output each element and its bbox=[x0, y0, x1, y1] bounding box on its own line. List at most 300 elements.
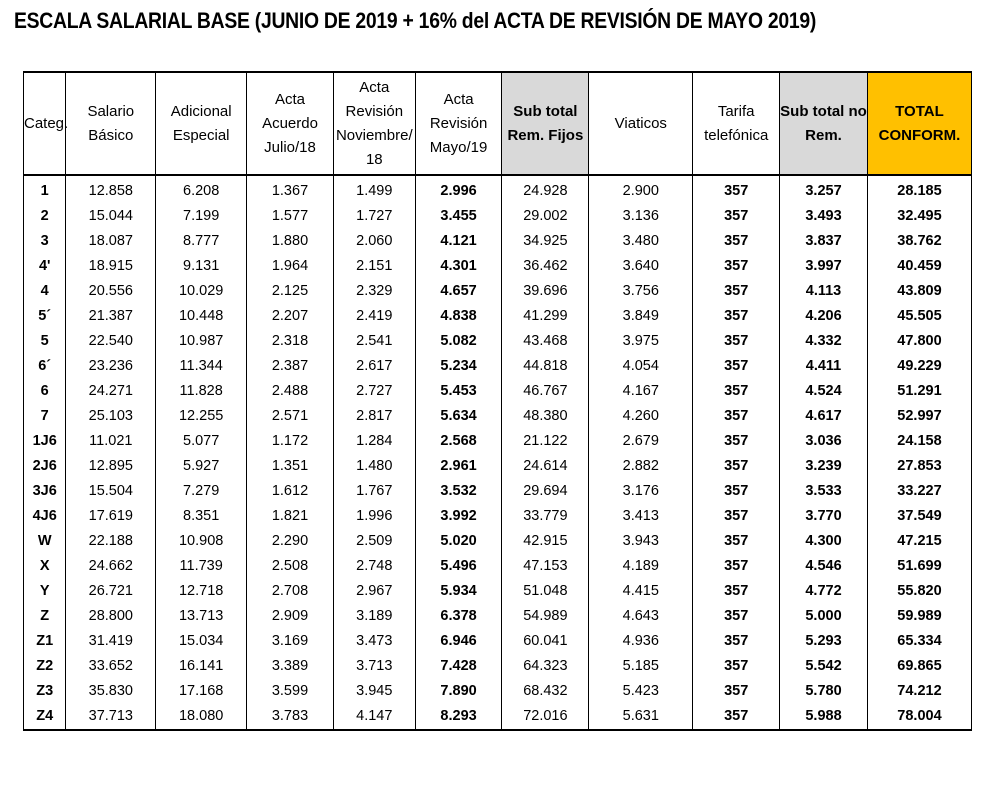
cell-tarifa-telefonica: 357 bbox=[693, 204, 780, 229]
header-adicional-especial bbox=[156, 72, 247, 175]
cell-categ: X bbox=[24, 554, 66, 579]
table-row bbox=[24, 529, 972, 554]
cell-salario-basico: 20.556 bbox=[66, 279, 156, 304]
table-row bbox=[24, 504, 972, 529]
cell-subtotal-no-rem: 5.542 bbox=[780, 654, 868, 679]
cell-adicional-especial: 12.255 bbox=[156, 404, 247, 429]
cell-adicional-especial: 6.208 bbox=[156, 175, 247, 204]
cell-total-conform: 55.820 bbox=[867, 579, 971, 604]
cell-subtotal-no-rem: 3.239 bbox=[780, 454, 868, 479]
header-line: Julio/18 bbox=[264, 138, 316, 156]
header-viaticos bbox=[589, 72, 693, 175]
cell-categ: 4 bbox=[24, 279, 66, 304]
cell-subtotal-no-rem: 3.493 bbox=[780, 204, 868, 229]
cell-tarifa-telefonica: 357 bbox=[693, 175, 780, 204]
cell-acta-revision-mayo-19: 5.934 bbox=[415, 579, 502, 604]
cell-total-conform: 51.291 bbox=[867, 379, 971, 404]
cell-subtotal-rem-fijos: 21.122 bbox=[502, 429, 589, 454]
cell-acta-revision-mayo-19: 3.532 bbox=[415, 479, 502, 504]
cell-subtotal-rem-fijos: 68.432 bbox=[502, 679, 589, 704]
cell-tarifa-telefonica: 357 bbox=[693, 254, 780, 279]
cell-subtotal-rem-fijos: 41.299 bbox=[502, 304, 589, 329]
cell-tarifa-telefonica: 357 bbox=[693, 329, 780, 354]
cell-subtotal-no-rem: 4.300 bbox=[780, 529, 868, 554]
cell-acta-acuerdo-julio-18: 2.207 bbox=[247, 304, 334, 329]
cell-acta-revision-noviembre-18: 2.748 bbox=[333, 554, 415, 579]
cell-salario-basico: 12.895 bbox=[66, 454, 156, 479]
cell-categ: 3J6 bbox=[24, 479, 66, 504]
cell-categ: 4' bbox=[24, 254, 66, 279]
table-row bbox=[24, 554, 972, 579]
cell-acta-revision-mayo-19: 4.301 bbox=[415, 254, 502, 279]
cell-categ: Z4 bbox=[24, 704, 66, 730]
cell-adicional-especial: 13.713 bbox=[156, 604, 247, 629]
cell-viaticos: 4.936 bbox=[589, 629, 693, 654]
cell-viaticos: 3.136 bbox=[589, 204, 693, 229]
cell-acta-revision-mayo-19: 7.890 bbox=[415, 679, 502, 704]
cell-acta-revision-mayo-19: 6.378 bbox=[415, 604, 502, 629]
cell-adicional-especial: 15.034 bbox=[156, 629, 247, 654]
cell-categ: 5´ bbox=[24, 304, 66, 329]
cell-adicional-especial: 11.739 bbox=[156, 554, 247, 579]
cell-total-conform: 33.227 bbox=[867, 479, 971, 504]
cell-salario-basico: 22.540 bbox=[66, 329, 156, 354]
cell-adicional-especial: 17.168 bbox=[156, 679, 247, 704]
header-categ bbox=[24, 72, 69, 175]
cell-acta-acuerdo-julio-18: 1.172 bbox=[247, 429, 334, 454]
cell-acta-revision-noviembre-18: 1.996 bbox=[333, 504, 415, 529]
cell-acta-revision-noviembre-18: 1.480 bbox=[333, 454, 415, 479]
cell-tarifa-telefonica: 357 bbox=[693, 454, 780, 479]
cell-tarifa-telefonica: 357 bbox=[693, 429, 780, 454]
cell-acta-revision-noviembre-18: 2.541 bbox=[333, 329, 415, 354]
cell-subtotal-rem-fijos: 48.380 bbox=[502, 404, 589, 429]
cell-tarifa-telefonica: 357 bbox=[693, 379, 780, 404]
header-line: 18 bbox=[365, 150, 383, 168]
cell-subtotal-no-rem: 4.332 bbox=[780, 329, 868, 354]
cell-acta-revision-mayo-19: 2.568 bbox=[415, 429, 502, 454]
header-line: Acta bbox=[359, 78, 390, 96]
table-row bbox=[24, 629, 972, 654]
table-row bbox=[24, 204, 972, 229]
cell-total-conform: 27.853 bbox=[867, 454, 971, 479]
cell-acta-revision-noviembre-18: 3.473 bbox=[333, 629, 415, 654]
cell-adicional-especial: 8.777 bbox=[156, 229, 247, 254]
cell-categ: Z bbox=[24, 604, 66, 629]
cell-viaticos: 3.943 bbox=[589, 529, 693, 554]
cell-categ: 7 bbox=[24, 404, 66, 429]
header-line: Revisión bbox=[345, 102, 404, 120]
cell-viaticos: 2.900 bbox=[589, 175, 693, 204]
cell-total-conform: 40.459 bbox=[867, 254, 971, 279]
cell-total-conform: 47.215 bbox=[867, 529, 971, 554]
cell-subtotal-no-rem: 4.411 bbox=[780, 354, 868, 379]
cell-acta-revision-noviembre-18: 2.967 bbox=[333, 579, 415, 604]
cell-total-conform: 51.699 bbox=[867, 554, 971, 579]
cell-total-conform: 38.762 bbox=[867, 229, 971, 254]
cell-subtotal-rem-fijos: 43.468 bbox=[502, 329, 589, 354]
cell-salario-basico: 15.044 bbox=[66, 204, 156, 229]
cell-subtotal-rem-fijos: 60.041 bbox=[502, 629, 589, 654]
cell-acta-revision-mayo-19: 3.455 bbox=[415, 204, 502, 229]
cell-tarifa-telefonica: 357 bbox=[693, 604, 780, 629]
cell-categ: W bbox=[24, 529, 66, 554]
cell-categ: Y bbox=[24, 579, 66, 604]
header-line: Salario bbox=[87, 102, 135, 120]
cell-subtotal-rem-fijos: 64.323 bbox=[502, 654, 589, 679]
cell-acta-revision-mayo-19: 5.634 bbox=[415, 404, 502, 429]
cell-total-conform: 74.212 bbox=[867, 679, 971, 704]
cell-acta-acuerdo-julio-18: 1.880 bbox=[247, 229, 334, 254]
table-row bbox=[24, 254, 972, 279]
cell-acta-acuerdo-julio-18: 3.783 bbox=[247, 704, 334, 730]
header-subtotal-rem-fijos bbox=[502, 72, 589, 175]
cell-acta-revision-noviembre-18: 2.727 bbox=[333, 379, 415, 404]
cell-total-conform: 52.997 bbox=[867, 404, 971, 429]
cell-acta-acuerdo-julio-18: 1.351 bbox=[247, 454, 334, 479]
table-row bbox=[24, 279, 972, 304]
cell-viaticos: 5.631 bbox=[589, 704, 693, 730]
cell-tarifa-telefonica: 357 bbox=[693, 629, 780, 654]
header-line: Básico bbox=[88, 126, 134, 144]
cell-adicional-especial: 7.279 bbox=[156, 479, 247, 504]
cell-acta-acuerdo-julio-18: 1.577 bbox=[247, 204, 334, 229]
cell-total-conform: 45.505 bbox=[867, 304, 971, 329]
header-line: Sub total bbox=[513, 102, 578, 120]
cell-acta-revision-noviembre-18: 2.329 bbox=[333, 279, 415, 304]
table-row bbox=[24, 404, 972, 429]
cell-acta-revision-mayo-19: 3.992 bbox=[415, 504, 502, 529]
cell-viaticos: 4.643 bbox=[589, 604, 693, 629]
cell-acta-revision-mayo-19: 8.293 bbox=[415, 704, 502, 730]
cell-acta-revision-noviembre-18: 4.147 bbox=[333, 704, 415, 730]
cell-salario-basico: 24.662 bbox=[66, 554, 156, 579]
cell-salario-basico: 37.713 bbox=[66, 704, 156, 730]
cell-acta-revision-noviembre-18: 2.151 bbox=[333, 254, 415, 279]
cell-viaticos: 4.189 bbox=[589, 554, 693, 579]
cell-adicional-especial: 10.908 bbox=[156, 529, 247, 554]
cell-total-conform: 37.549 bbox=[867, 504, 971, 529]
cell-subtotal-no-rem: 4.772 bbox=[780, 579, 868, 604]
cell-acta-revision-noviembre-18: 1.727 bbox=[333, 204, 415, 229]
table-row bbox=[24, 454, 972, 479]
salary-scale-table bbox=[23, 71, 972, 731]
cell-salario-basico: 17.619 bbox=[66, 504, 156, 529]
cell-acta-revision-noviembre-18: 2.817 bbox=[333, 404, 415, 429]
cell-subtotal-rem-fijos: 47.153 bbox=[502, 554, 589, 579]
table-row bbox=[24, 654, 972, 679]
cell-salario-basico: 31.419 bbox=[66, 629, 156, 654]
cell-acta-acuerdo-julio-18: 1.964 bbox=[247, 254, 334, 279]
table-row bbox=[24, 704, 972, 730]
cell-categ: 5 bbox=[24, 329, 66, 354]
header-acta-acuerdo-julio-18 bbox=[247, 72, 334, 175]
table-row bbox=[24, 229, 972, 254]
table-row bbox=[24, 329, 972, 354]
header-acta-revision-mayo-19 bbox=[415, 72, 502, 175]
cell-acta-revision-noviembre-18: 2.060 bbox=[333, 229, 415, 254]
cell-tarifa-telefonica: 357 bbox=[693, 579, 780, 604]
cell-subtotal-rem-fijos: 72.016 bbox=[502, 704, 589, 730]
cell-subtotal-rem-fijos: 42.915 bbox=[502, 529, 589, 554]
cell-subtotal-no-rem: 3.533 bbox=[780, 479, 868, 504]
cell-acta-revision-mayo-19: 5.020 bbox=[415, 529, 502, 554]
header-line: CONFORM. bbox=[878, 126, 961, 144]
header-line: Acta bbox=[274, 90, 305, 108]
cell-total-conform: 49.229 bbox=[867, 354, 971, 379]
cell-acta-acuerdo-julio-18: 2.318 bbox=[247, 329, 334, 354]
cell-categ: Z2 bbox=[24, 654, 66, 679]
cell-acta-revision-noviembre-18: 3.189 bbox=[333, 604, 415, 629]
cell-acta-revision-noviembre-18: 2.419 bbox=[333, 304, 415, 329]
cell-acta-acuerdo-julio-18: 2.909 bbox=[247, 604, 334, 629]
cell-viaticos: 3.849 bbox=[589, 304, 693, 329]
cell-viaticos: 3.413 bbox=[589, 504, 693, 529]
cell-acta-revision-mayo-19: 4.121 bbox=[415, 229, 502, 254]
cell-adicional-especial: 18.080 bbox=[156, 704, 247, 730]
cell-subtotal-no-rem: 4.617 bbox=[780, 404, 868, 429]
header-acta-revision-noviembre-18 bbox=[333, 72, 415, 175]
cell-tarifa-telefonica: 357 bbox=[693, 679, 780, 704]
cell-acta-revision-mayo-19: 4.657 bbox=[415, 279, 502, 304]
header-subtotal-no-rem bbox=[780, 72, 868, 175]
cell-tarifa-telefonica: 357 bbox=[693, 554, 780, 579]
cell-total-conform: 47.800 bbox=[867, 329, 971, 354]
cell-subtotal-no-rem: 4.546 bbox=[780, 554, 868, 579]
cell-subtotal-rem-fijos: 46.767 bbox=[502, 379, 589, 404]
cell-adicional-especial: 5.927 bbox=[156, 454, 247, 479]
cell-subtotal-rem-fijos: 34.925 bbox=[502, 229, 589, 254]
page-title: ESCALA SALARIAL BASE (JUNIO DE 2019 + 16% del ACTA DE REVISIÓN DE MAYO 2019) bbox=[14, 8, 817, 33]
cell-acta-revision-noviembre-18: 2.509 bbox=[333, 529, 415, 554]
cell-subtotal-no-rem: 5.000 bbox=[780, 604, 868, 629]
cell-adicional-especial: 10.029 bbox=[156, 279, 247, 304]
cell-salario-basico: 23.236 bbox=[66, 354, 156, 379]
cell-tarifa-telefonica: 357 bbox=[693, 504, 780, 529]
cell-adicional-especial: 10.448 bbox=[156, 304, 247, 329]
cell-categ: 6 bbox=[24, 379, 66, 404]
cell-acta-acuerdo-julio-18: 3.389 bbox=[247, 654, 334, 679]
cell-subtotal-no-rem: 3.257 bbox=[780, 175, 868, 204]
cell-categ: Z3 bbox=[24, 679, 66, 704]
cell-categ: 3 bbox=[24, 229, 66, 254]
header-line: TOTAL bbox=[895, 102, 944, 120]
table-body bbox=[24, 175, 972, 730]
cell-acta-revision-mayo-19: 4.838 bbox=[415, 304, 502, 329]
cell-acta-acuerdo-julio-18: 2.125 bbox=[247, 279, 334, 304]
header-salario-basico bbox=[66, 72, 156, 175]
table-row bbox=[24, 429, 972, 454]
header-tarifa-telefonica bbox=[693, 72, 780, 175]
cell-subtotal-no-rem: 5.293 bbox=[780, 629, 868, 654]
header-line: Tarifa bbox=[717, 102, 755, 120]
cell-subtotal-no-rem: 4.206 bbox=[780, 304, 868, 329]
cell-acta-revision-noviembre-18: 1.284 bbox=[333, 429, 415, 454]
header-line: Noviembre/ bbox=[335, 126, 413, 144]
cell-tarifa-telefonica: 357 bbox=[693, 529, 780, 554]
table-row bbox=[24, 479, 972, 504]
header-line: Categ. bbox=[24, 114, 69, 132]
table-row bbox=[24, 679, 972, 704]
table-row bbox=[24, 354, 972, 379]
cell-acta-revision-mayo-19: 7.428 bbox=[415, 654, 502, 679]
cell-salario-basico: 25.103 bbox=[66, 404, 156, 429]
cell-total-conform: 28.185 bbox=[867, 175, 971, 204]
header-line: Rem. bbox=[805, 126, 842, 144]
cell-salario-basico: 35.830 bbox=[66, 679, 156, 704]
cell-total-conform: 24.158 bbox=[867, 429, 971, 454]
cell-acta-acuerdo-julio-18: 1.821 bbox=[247, 504, 334, 529]
cell-subtotal-rem-fijos: 24.928 bbox=[502, 175, 589, 204]
cell-subtotal-rem-fijos: 29.694 bbox=[502, 479, 589, 504]
table-row bbox=[24, 379, 972, 404]
cell-acta-revision-noviembre-18: 1.767 bbox=[333, 479, 415, 504]
table-row bbox=[24, 175, 972, 204]
cell-subtotal-rem-fijos: 39.696 bbox=[502, 279, 589, 304]
cell-adicional-especial: 5.077 bbox=[156, 429, 247, 454]
cell-acta-revision-mayo-19: 5.496 bbox=[415, 554, 502, 579]
cell-total-conform: 32.495 bbox=[867, 204, 971, 229]
cell-acta-revision-mayo-19: 2.996 bbox=[415, 175, 502, 204]
cell-adicional-especial: 16.141 bbox=[156, 654, 247, 679]
cell-acta-acuerdo-julio-18: 2.508 bbox=[247, 554, 334, 579]
cell-adicional-especial: 11.828 bbox=[156, 379, 247, 404]
cell-subtotal-no-rem: 4.524 bbox=[780, 379, 868, 404]
cell-salario-basico: 21.387 bbox=[66, 304, 156, 329]
cell-viaticos: 3.480 bbox=[589, 229, 693, 254]
cell-total-conform: 69.865 bbox=[867, 654, 971, 679]
cell-total-conform: 59.989 bbox=[867, 604, 971, 629]
cell-acta-revision-noviembre-18: 3.713 bbox=[333, 654, 415, 679]
cell-tarifa-telefonica: 357 bbox=[693, 654, 780, 679]
table-row bbox=[24, 604, 972, 629]
cell-acta-revision-mayo-19: 6.946 bbox=[415, 629, 502, 654]
cell-total-conform: 43.809 bbox=[867, 279, 971, 304]
cell-salario-basico: 11.021 bbox=[66, 429, 156, 454]
header-line: Adicional bbox=[170, 102, 232, 120]
table-header-row bbox=[24, 72, 972, 175]
cell-categ: 1J6 bbox=[24, 429, 66, 454]
header-line: Rem. Fijos bbox=[507, 126, 584, 144]
cell-adicional-especial: 7.199 bbox=[156, 204, 247, 229]
cell-acta-acuerdo-julio-18: 3.169 bbox=[247, 629, 334, 654]
cell-categ: 1 bbox=[24, 175, 66, 204]
cell-salario-basico: 24.271 bbox=[66, 379, 156, 404]
cell-subtotal-rem-fijos: 29.002 bbox=[502, 204, 589, 229]
cell-salario-basico: 28.800 bbox=[66, 604, 156, 629]
cell-categ: 6´ bbox=[24, 354, 66, 379]
cell-acta-revision-noviembre-18: 3.945 bbox=[333, 679, 415, 704]
cell-adicional-especial: 12.718 bbox=[156, 579, 247, 604]
header-line: telefónica bbox=[704, 126, 769, 144]
cell-acta-revision-mayo-19: 5.234 bbox=[415, 354, 502, 379]
cell-categ: 2 bbox=[24, 204, 66, 229]
cell-viaticos: 3.640 bbox=[589, 254, 693, 279]
cell-acta-revision-noviembre-18: 1.499 bbox=[333, 175, 415, 204]
cell-salario-basico: 18.087 bbox=[66, 229, 156, 254]
cell-subtotal-no-rem: 5.988 bbox=[780, 704, 868, 730]
cell-subtotal-rem-fijos: 33.779 bbox=[502, 504, 589, 529]
cell-viaticos: 4.260 bbox=[589, 404, 693, 429]
cell-acta-acuerdo-julio-18: 1.367 bbox=[247, 175, 334, 204]
cell-subtotal-rem-fijos: 36.462 bbox=[502, 254, 589, 279]
cell-viaticos: 2.882 bbox=[589, 454, 693, 479]
cell-viaticos: 4.415 bbox=[589, 579, 693, 604]
header-line: Especial bbox=[172, 126, 230, 144]
cell-categ: 2J6 bbox=[24, 454, 66, 479]
cell-viaticos: 5.185 bbox=[589, 654, 693, 679]
cell-adicional-especial: 11.344 bbox=[156, 354, 247, 379]
cell-subtotal-no-rem: 5.780 bbox=[780, 679, 868, 704]
cell-adicional-especial: 8.351 bbox=[156, 504, 247, 529]
cell-viaticos: 4.054 bbox=[589, 354, 693, 379]
cell-subtotal-no-rem: 3.997 bbox=[780, 254, 868, 279]
table-row bbox=[24, 579, 972, 604]
cell-salario-basico: 18.915 bbox=[66, 254, 156, 279]
cell-viaticos: 3.756 bbox=[589, 279, 693, 304]
cell-adicional-especial: 10.987 bbox=[156, 329, 247, 354]
header-line: Viaticos bbox=[614, 114, 667, 132]
cell-acta-acuerdo-julio-18: 3.599 bbox=[247, 679, 334, 704]
cell-acta-acuerdo-julio-18: 2.290 bbox=[247, 529, 334, 554]
cell-subtotal-rem-fijos: 54.989 bbox=[502, 604, 589, 629]
cell-acta-acuerdo-julio-18: 2.488 bbox=[247, 379, 334, 404]
cell-subtotal-no-rem: 3.770 bbox=[780, 504, 868, 529]
cell-salario-basico: 22.188 bbox=[66, 529, 156, 554]
cell-acta-acuerdo-julio-18: 2.708 bbox=[247, 579, 334, 604]
header-line: Mayo/19 bbox=[429, 138, 488, 156]
header-line: Sub total no bbox=[780, 102, 867, 120]
cell-tarifa-telefonica: 357 bbox=[693, 479, 780, 504]
header-line: Revisión bbox=[429, 114, 488, 132]
cell-tarifa-telefonica: 357 bbox=[693, 404, 780, 429]
cell-acta-revision-mayo-19: 5.453 bbox=[415, 379, 502, 404]
cell-acta-acuerdo-julio-18: 2.571 bbox=[247, 404, 334, 429]
cell-viaticos: 2.679 bbox=[589, 429, 693, 454]
cell-salario-basico: 26.721 bbox=[66, 579, 156, 604]
cell-salario-basico: 33.652 bbox=[66, 654, 156, 679]
cell-tarifa-telefonica: 357 bbox=[693, 229, 780, 254]
cell-tarifa-telefonica: 357 bbox=[693, 354, 780, 379]
header-line: Acuerdo bbox=[262, 114, 318, 132]
cell-tarifa-telefonica: 357 bbox=[693, 304, 780, 329]
cell-subtotal-rem-fijos: 24.614 bbox=[502, 454, 589, 479]
cell-viaticos: 3.176 bbox=[589, 479, 693, 504]
cell-total-conform: 65.334 bbox=[867, 629, 971, 654]
cell-viaticos: 3.975 bbox=[589, 329, 693, 354]
cell-subtotal-rem-fijos: 44.818 bbox=[502, 354, 589, 379]
cell-salario-basico: 15.504 bbox=[66, 479, 156, 504]
cell-viaticos: 4.167 bbox=[589, 379, 693, 404]
header-line: Acta bbox=[443, 90, 474, 108]
header-total-conform bbox=[867, 72, 971, 175]
cell-adicional-especial: 9.131 bbox=[156, 254, 247, 279]
cell-total-conform: 78.004 bbox=[867, 704, 971, 730]
table-row bbox=[24, 304, 972, 329]
cell-acta-revision-mayo-19: 5.082 bbox=[415, 329, 502, 354]
cell-acta-revision-mayo-19: 2.961 bbox=[415, 454, 502, 479]
cell-categ: Z1 bbox=[24, 629, 66, 654]
cell-categ: 4J6 bbox=[24, 504, 66, 529]
cell-subtotal-rem-fijos: 51.048 bbox=[502, 579, 589, 604]
cell-tarifa-telefonica: 357 bbox=[693, 704, 780, 730]
cell-subtotal-no-rem: 4.113 bbox=[780, 279, 868, 304]
cell-acta-acuerdo-julio-18: 2.387 bbox=[247, 354, 334, 379]
cell-subtotal-no-rem: 3.837 bbox=[780, 229, 868, 254]
cell-acta-acuerdo-julio-18: 1.612 bbox=[247, 479, 334, 504]
cell-viaticos: 5.423 bbox=[589, 679, 693, 704]
cell-subtotal-no-rem: 3.036 bbox=[780, 429, 868, 454]
